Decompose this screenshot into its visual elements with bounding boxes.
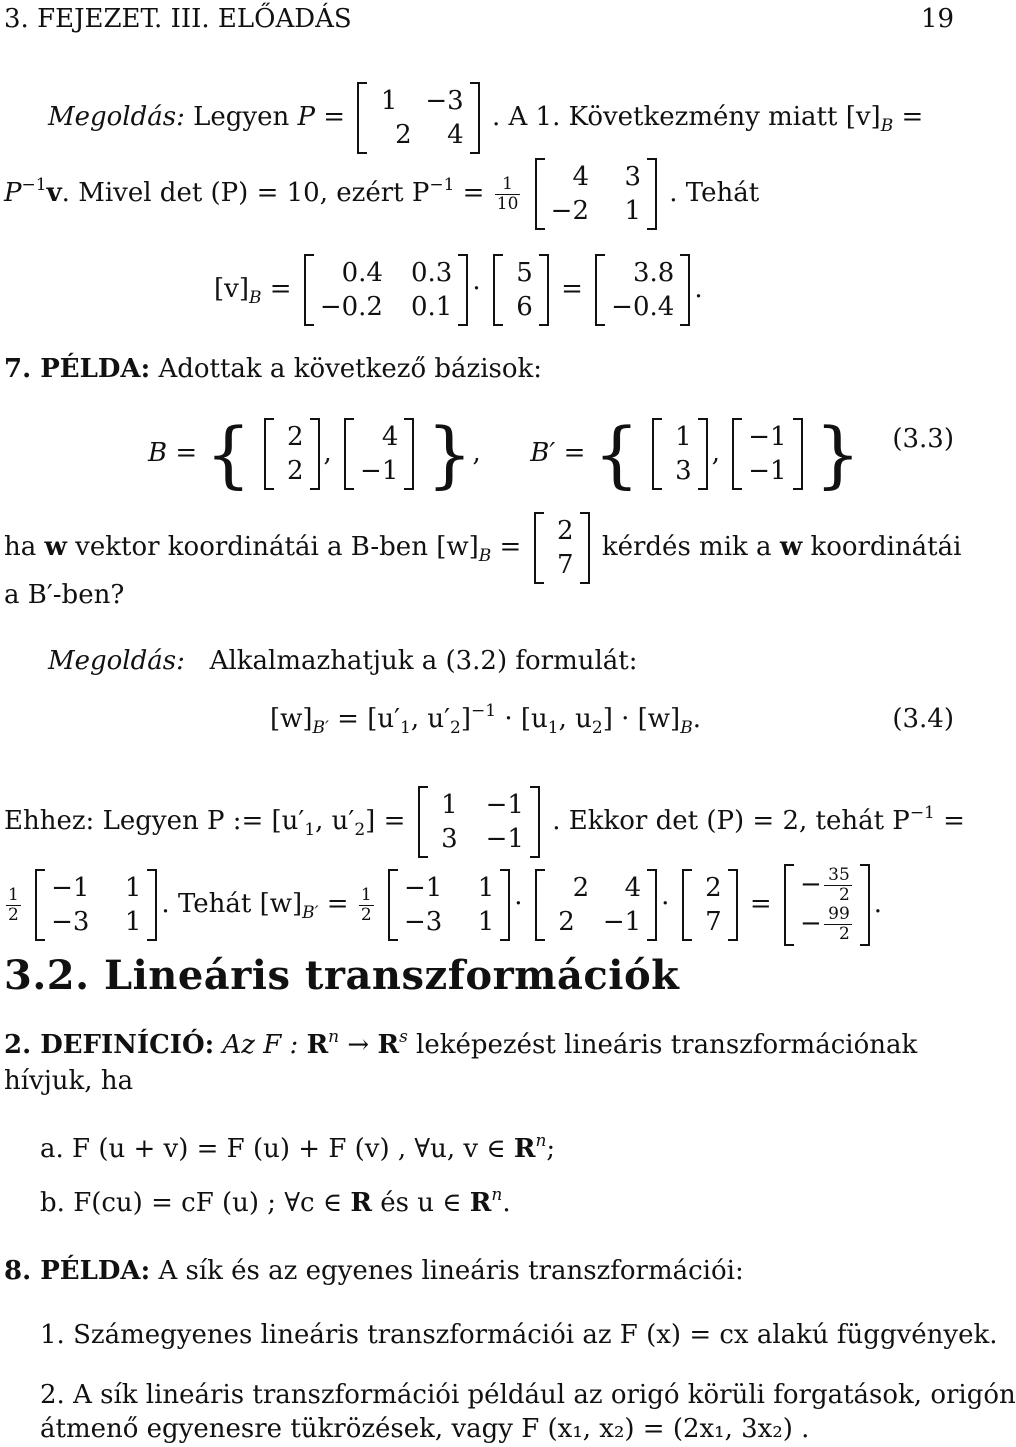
matrix-cell: 2	[705, 873, 722, 903]
solution1-line1: Megoldás: Legyen P = 1 −3 2 4 . A 1. Következmény miatt $[v]_B$ =	[48, 82, 960, 154]
matrix-row	[280, 454, 304, 488]
matrix-row	[550, 514, 574, 548]
matrix-row	[434, 822, 524, 856]
example8-item2-line1: 2. A sík lineáris transzformációi például az origó körüli forgatások, origón	[40, 1380, 1016, 1410]
matrix-cell: −1	[51, 873, 90, 903]
definition2-line1: 2. DEFINÍCIÓ: Az F : $R^n \to R^s$ leképezést lineáris transzformációnak	[4, 1027, 918, 1060]
vector-5-6	[493, 254, 549, 326]
matrix-cell: 3	[675, 456, 692, 486]
matrix-row	[551, 871, 641, 905]
matrix-cell: −1	[360, 456, 399, 486]
matrix-P	[357, 82, 479, 154]
matrix-row	[373, 84, 463, 118]
definition-condition-a: a. F (u + v) = F (u) + F (v) , ∀u, v ∈ $R^n$;	[40, 1131, 556, 1164]
matrix-cell: 4	[572, 162, 589, 192]
matrix-cell: 2	[558, 907, 575, 937]
definition2-line2: hívjuk, ha	[4, 1066, 134, 1096]
matrix-cell: 4	[447, 120, 464, 150]
vector-w-B	[534, 512, 590, 584]
solution2-line: Megoldás: Alkalmazhatjuk a (3.2) formulát:	[48, 646, 638, 676]
ehhez-line: Ehhez: Legyen P := [$u'_1$, $u'_2$] = 1 −1 3 −1 . Ekkor det (P) = 2, tehát $P^{-1}$ =	[4, 786, 960, 858]
matrix-cell: −1	[485, 824, 524, 854]
matrix-row	[698, 871, 722, 905]
matrix-cell: 6	[516, 292, 533, 322]
matrix-cell: −1	[485, 790, 524, 820]
matrix-row	[320, 290, 453, 324]
example8-item1: 1. Számegyenes lineáris transzformációi az F (x) = cx alakú függvények.	[40, 1320, 998, 1350]
matrix-cell: 2	[286, 456, 304, 486]
matrix-cell: 1	[477, 907, 495, 937]
matrix-cell: −3	[51, 907, 90, 937]
matrix-row	[748, 420, 786, 454]
vector-w	[682, 869, 738, 941]
formula-3-4: $[w]_{B'} = [u'_1$, $u'_2]^{-1} \cdot [u_1$, $u_2] \cdot [w]_B$.	[270, 701, 701, 738]
matrix-row	[434, 788, 524, 822]
matrix-row	[550, 548, 574, 582]
matrix-cell: 4	[624, 873, 642, 903]
matrix-row	[551, 194, 641, 228]
definition-condition-b: b. F(cu) = cF (u) ; ∀c ∈ R és u ∈ $R^n$.	[40, 1185, 511, 1218]
matrix-cell: 2	[572, 873, 590, 903]
matrix-U	[535, 869, 657, 941]
matrix-row	[509, 256, 533, 290]
example8-item2-line2: átmenő egyenesre tükrözések, vagy F (x₁, x₂) = (2x₁, 3x₂) .	[40, 1414, 810, 1444]
matrix-cell: 7	[557, 550, 574, 580]
matrix-cell: −3	[403, 907, 443, 937]
matrix-row	[320, 256, 453, 290]
matrix-cell: 3	[624, 162, 641, 192]
chapter-title: 3. FEJEZET. III. ELŐADÁS	[4, 4, 352, 34]
matrix-cell: 1	[380, 86, 398, 116]
bases-line: B = { 2 2 , 4 −1 }, B′ = { 1 3 , −1 −1 }	[148, 412, 861, 496]
equation-number-3-3: (3.3)	[892, 424, 954, 454]
matrix-cell: 5	[516, 258, 533, 288]
matrix-cell: 2	[395, 120, 412, 150]
fraction-1-10: $\frac{1}{10}$	[496, 173, 519, 214]
matrix-cell: −2	[550, 196, 589, 226]
matrix-m1	[304, 254, 469, 326]
matrix-row	[551, 160, 641, 194]
vB-computation: $[v]_B$ = 0.4 0.3 −0.2 0.1 · 5 6 = 3.8 −0.4 .	[214, 254, 960, 326]
matrix-row	[551, 905, 641, 939]
matrix-cell: 2	[286, 422, 304, 452]
matrix-cell: 0.3	[410, 258, 453, 288]
example8-title-line: 8. PÉLDA: A sík és az egyenes lineáris transzformációi:	[4, 1256, 744, 1286]
matrix-row	[51, 871, 141, 905]
matrix-row	[404, 871, 494, 905]
matrix-cell: 2	[557, 516, 574, 546]
matrix-cell: −1	[748, 456, 787, 486]
matrix-cell: 1	[624, 196, 641, 226]
matrix-cell: 3.8	[632, 258, 675, 288]
matrix-row	[360, 420, 398, 454]
section-heading: 3.2. Lineáris transzformációk	[4, 952, 680, 999]
matrix-cell: 0.4	[341, 258, 383, 288]
basis-Bp-vector-2	[732, 418, 802, 490]
matrix-cell: −3	[425, 86, 464, 116]
solution1-line2: $P^{-1}v$. Mivel det (P) = 10, ezért $P^{-1}$ = $\frac{1}{10}$ 4 3 −2 1 . Tehát	[4, 158, 960, 230]
matrix-cell: −0.4	[611, 292, 675, 322]
page-number: 19	[920, 4, 954, 34]
question-line2: a B′-ben?	[4, 580, 125, 610]
example7-title-line: 7. PÉLDA: Adottak a következő bázisok:	[4, 354, 543, 384]
matrix-cell: 1	[124, 873, 142, 903]
matrix-row	[611, 256, 674, 290]
matrix-row	[698, 905, 722, 939]
matrix-cell: −1	[602, 907, 642, 937]
matrix-row	[51, 905, 141, 939]
result-vector	[595, 254, 690, 326]
matrix-row	[373, 118, 463, 152]
matrix-cell: 7	[705, 907, 722, 937]
matrix-cell: 4	[381, 422, 399, 452]
matrix-cell: 3	[441, 824, 458, 854]
matrix-cell: −0.2	[319, 292, 383, 322]
matrix-cell: 1	[124, 907, 142, 937]
matrix-row	[360, 454, 398, 488]
matrix-row	[509, 290, 533, 324]
question-line1: ha w vektor koordinátái a B-ben $[w]_B$ = 2 7 kérdés mik a w koordinátái	[4, 512, 960, 584]
matrix-P2-inverse	[35, 869, 157, 941]
matrix-cell: 1	[477, 873, 495, 903]
matrix-P-inverse	[535, 158, 657, 230]
basis-Bp-vector-1	[652, 418, 708, 490]
equation-number-3-4: (3.4)	[892, 704, 954, 734]
matrix-P2	[418, 786, 540, 858]
matrix-cell: 1	[675, 422, 692, 452]
matrix-row	[668, 420, 692, 454]
matrix-row	[280, 420, 304, 454]
matrix-cell: −1	[748, 422, 787, 452]
matrix-row	[748, 454, 786, 488]
matrix-cell: 1	[441, 790, 458, 820]
matrix-cell: −1	[403, 873, 443, 903]
matrix-row	[404, 905, 494, 939]
result-vector-Bp: − $\frac{35}{2}$ − $\frac{99}{2}$	[784, 864, 870, 946]
matrix-row	[611, 290, 674, 324]
basis-B-vector-1	[264, 418, 320, 490]
solution-label: Megoldás:	[48, 102, 185, 132]
matrix-cell: 0.1	[410, 292, 453, 322]
basis-B-vector-2	[344, 418, 414, 490]
matrix-P2-inverse-b	[388, 869, 510, 941]
computation-line: $\frac{1}{2}$ −1 1 −3 1 . Tehát $[w]_{B'}$ = $\frac{1}{2}$ −1 1 −3 1 · 2 4 2 −1 · 2 7 = − $\frac{35}{2}$ − $\frac{99}{2}$ .	[8, 865, 883, 944]
matrix-row	[668, 454, 692, 488]
page-header	[4, 4, 960, 35]
